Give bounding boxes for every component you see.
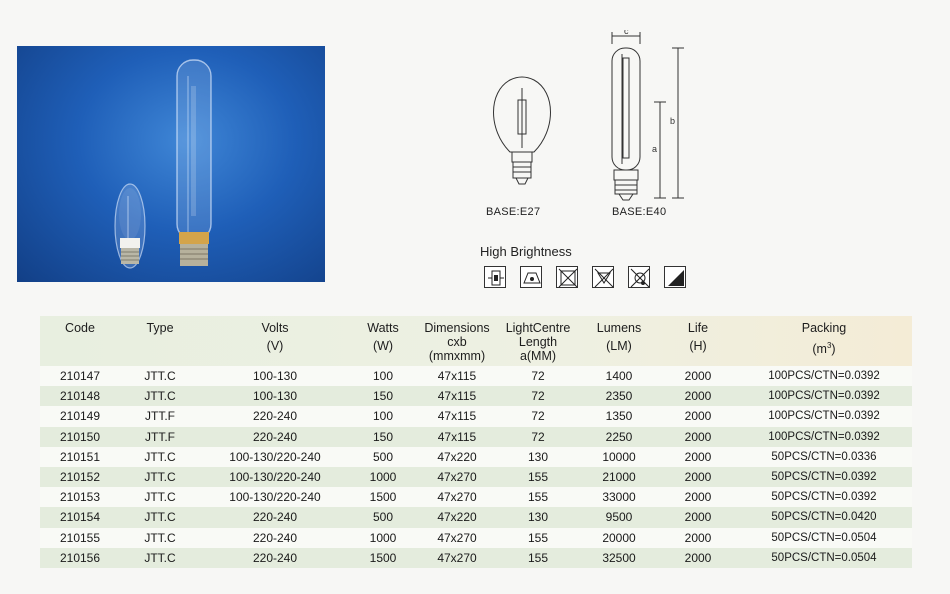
cell-lightcentre: 155 xyxy=(527,470,549,485)
cell-lumens: 21000 xyxy=(602,470,636,485)
lamp-photo xyxy=(17,46,325,282)
cell-type: JTT.F xyxy=(145,409,175,424)
cell-lightcentre: 72 xyxy=(531,429,545,444)
cell-type: JTT.C xyxy=(144,490,176,505)
cell-code: 210147 xyxy=(59,369,101,384)
fixture-open-icon xyxy=(520,266,542,288)
cell-dimensions: 47x270 xyxy=(437,490,477,505)
cell-packing: 100PCS/CTN=0.0392 xyxy=(768,430,880,443)
cell-code: 210152 xyxy=(59,470,101,485)
table-row xyxy=(40,507,912,527)
cell-watts: 1500 xyxy=(369,550,397,565)
header-packing: Packing $(m^3)$ xyxy=(801,321,847,357)
cell-life: 2000 xyxy=(684,530,712,545)
cell-packing: 50PCS/CTN=0.0504 xyxy=(771,531,877,544)
cell-lightcentre: 72 xyxy=(531,369,545,384)
cell-life: 2000 xyxy=(684,510,712,525)
cell-dimensions: 47x220 xyxy=(437,449,477,464)
dim-b-label: b xyxy=(670,116,676,126)
cell-type: JTT.F xyxy=(145,429,175,444)
header-life: Life (H) xyxy=(687,321,709,353)
cell-dimensions: 47x270 xyxy=(437,550,477,565)
cell-packing: 50PCS/CTN=0.0392 xyxy=(771,471,877,484)
cell-code: 210148 xyxy=(59,389,101,404)
dim-a-label: a xyxy=(652,144,658,154)
cell-life: 2000 xyxy=(684,389,712,404)
cell-volts: 100-130/220-240 xyxy=(229,449,321,464)
cell-watts: 150 xyxy=(372,429,394,444)
crossed-burn-icon xyxy=(628,266,650,288)
cell-life: 2000 xyxy=(684,490,712,505)
cell-code: 210149 xyxy=(59,409,101,424)
cell-watts: 1000 xyxy=(369,530,397,545)
table-row xyxy=(40,366,912,386)
cell-life: 2000 xyxy=(684,470,712,485)
cell-lumens: 20000 xyxy=(602,530,636,545)
cell-dimensions: 47x270 xyxy=(437,470,477,485)
cell-life: 2000 xyxy=(684,369,712,384)
table-row xyxy=(40,548,912,568)
cell-dimensions: 47x220 xyxy=(437,510,477,525)
cell-life: 2000 xyxy=(684,429,712,444)
header-watts: Watts (W) xyxy=(367,321,399,353)
cell-dimensions: 47x115 xyxy=(437,389,477,404)
dim-c-label: c xyxy=(624,30,629,36)
header-volts: Volts (V) xyxy=(261,321,289,353)
cell-code: 210154 xyxy=(59,510,101,525)
cell-volts: 220-240 xyxy=(252,510,298,525)
cell-packing: 100PCS/CTN=0.0392 xyxy=(768,390,880,403)
cell-volts: 220-240 xyxy=(252,550,298,565)
cell-volts: 100-130/220-240 xyxy=(229,490,321,505)
cell-packing: 50PCS/CTN=0.0504 xyxy=(771,551,877,564)
cell-code: 210151 xyxy=(59,449,101,464)
table-row xyxy=(40,487,912,507)
cell-lightcentre: 155 xyxy=(527,530,549,545)
cell-watts: 1000 xyxy=(369,470,397,485)
table-row xyxy=(40,406,912,426)
cell-packing: 100PCS/CTN=0.0392 xyxy=(768,370,880,383)
cell-lumens: 1400 xyxy=(605,369,633,384)
cell-type: JTT.C xyxy=(144,470,176,485)
table-row xyxy=(40,467,912,487)
table-row xyxy=(40,427,912,447)
cell-lumens: 33000 xyxy=(602,490,636,505)
cell-dimensions: 47x115 xyxy=(437,429,477,444)
lamp-drawing-icon xyxy=(470,30,710,230)
table-row xyxy=(40,447,912,467)
cell-type: JTT.C xyxy=(144,389,176,404)
header-code: Code xyxy=(65,321,95,335)
cell-packing: 100PCS/CTN=0.0392 xyxy=(768,410,880,423)
cell-watts: 150 xyxy=(372,389,394,404)
cell-lightcentre: 155 xyxy=(527,550,549,565)
cell-packing: 50PCS/CTN=0.0336 xyxy=(771,450,877,463)
spec-table xyxy=(40,316,912,568)
cell-lightcentre: 72 xyxy=(531,389,545,404)
cell-lumens: 2350 xyxy=(605,389,633,404)
lamp-socket-icon xyxy=(484,266,506,288)
cell-watts: 100 xyxy=(372,409,394,424)
base-e27-label: BASE:E27 xyxy=(486,206,541,218)
cell-volts: 220-240 xyxy=(252,409,298,424)
table-body xyxy=(40,366,912,568)
cell-lightcentre: 130 xyxy=(527,449,549,464)
table-header-row xyxy=(40,316,912,366)
cell-type: JTT.C xyxy=(144,449,176,464)
cell-life: 2000 xyxy=(684,409,712,424)
header-lightcentre: LightCentre Length a(MM) xyxy=(505,321,571,363)
table-row xyxy=(40,528,912,548)
cell-lumens: 32500 xyxy=(602,550,636,565)
cell-code: 210156 xyxy=(59,550,101,565)
cell-code: 210155 xyxy=(59,530,101,545)
header-lumens: Lumens (LM) xyxy=(596,321,642,353)
cell-volts: 220-240 xyxy=(252,530,298,545)
cell-code: 210150 xyxy=(59,429,101,444)
cell-lumens: 9500 xyxy=(605,510,633,525)
cell-volts: 100-130 xyxy=(252,389,298,404)
cell-life: 2000 xyxy=(684,550,712,565)
cell-lumens: 2250 xyxy=(605,429,633,444)
cell-lightcentre: 72 xyxy=(531,409,545,424)
cell-life: 2000 xyxy=(684,449,712,464)
header-type: Type xyxy=(146,321,174,335)
cell-dimensions: 47x270 xyxy=(437,530,477,545)
crossed-box-icon xyxy=(556,266,578,288)
cell-watts: 1500 xyxy=(369,490,397,505)
cell-lumens: 10000 xyxy=(602,449,636,464)
cell-watts: 500 xyxy=(372,449,394,464)
cell-volts: 100-130 xyxy=(252,369,298,384)
cell-dimensions: 47x115 xyxy=(437,369,477,384)
cell-packing: 50PCS/CTN=0.0392 xyxy=(771,491,877,504)
cell-watts: 500 xyxy=(372,510,394,525)
base-e40-label: BASE:E40 xyxy=(612,206,667,218)
cell-type: JTT.C xyxy=(144,369,176,384)
cell-lightcentre: 155 xyxy=(527,490,549,505)
cell-packing: 50PCS/CTN=0.0420 xyxy=(771,511,877,524)
crossed-lamp-icon xyxy=(592,266,614,288)
cell-lumens: 1350 xyxy=(605,409,633,424)
table-row xyxy=(40,386,912,406)
cell-type: JTT.C xyxy=(144,510,176,525)
high-brightness-title: High Brightness xyxy=(480,244,572,259)
product-photo xyxy=(17,46,325,282)
cell-code: 210153 xyxy=(59,490,101,505)
high-brightness-icons xyxy=(484,266,686,288)
cell-volts: 100-130/220-240 xyxy=(229,470,321,485)
cell-watts: 100 xyxy=(372,369,394,384)
technical-drawings xyxy=(470,30,710,230)
header-dimensions: Dimensions cxb (mmxmm) xyxy=(424,321,490,363)
triangle-corner-icon xyxy=(664,266,686,288)
cell-volts: 220-240 xyxy=(252,429,298,444)
cell-lightcentre: 130 xyxy=(527,510,549,525)
cell-type: JTT.C xyxy=(144,530,176,545)
cell-type: JTT.C xyxy=(144,550,176,565)
cell-dimensions: 47x115 xyxy=(437,409,477,424)
